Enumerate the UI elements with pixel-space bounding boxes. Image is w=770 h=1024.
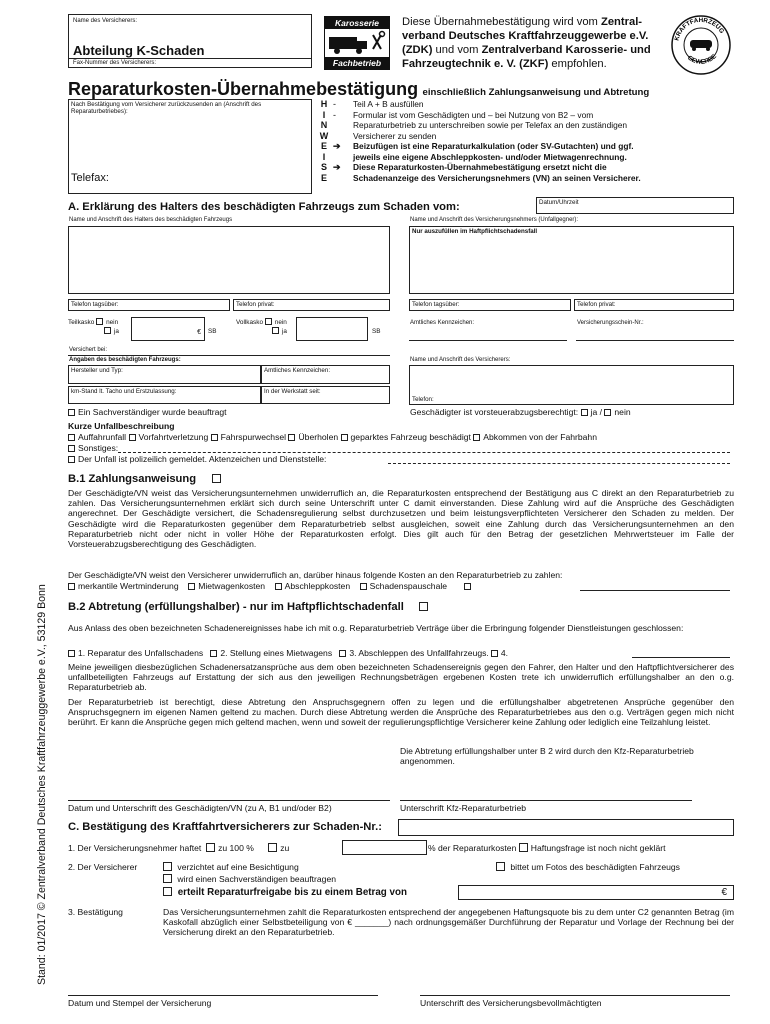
truck-and-tools-icon (325, 29, 389, 57)
logo-bottom-text: Fachbetrieb (325, 57, 389, 69)
c1-100-checkbox[interactable] (206, 843, 215, 852)
hinweis-item: Beizufügen ist eine Reparaturkalkulation (oder SV-Gutachten) und ggf. (353, 141, 634, 151)
accident-parked-checkbox[interactable] (341, 434, 348, 441)
b1-text: Der Geschädigte/VN weist das Versicherungsunternehmen unwiderruflich an, die Reparaturkosten entsprechend der Bestätigung aus C direkt an den Reparaturbetrieb zu zahlen. Das Versicherungsunternehmen erklärt sich durch seine Unterschrift unter C damit einverstanden. Diese Zahlung wird auf die Ansprüche des Geschädigten angerechnet. Der Geschädigte versichert, die Schadensregulierung selbst durchzusetzen und beim leistungsverpflichteten Versicherer den Schaden zu melden. Der Geschädigte wird die Reparaturkosten gegenüber dem Reparaturbetrieb selbst ausgleichen, soweit eine Zahlung durch das Versicherungsunternehmen an den Reparaturbetrieb nicht oder nicht in voller Höhe der Reparaturkosten erfolgt. Dies gilt auch für den Betrag der gesetzlichen Mehrwertsteuer im Falle der Vorsteuerabzugsberechtigung des Geschädigten. (68, 488, 734, 550)
vollkasko-sb-label: SB (372, 328, 381, 335)
intro-zkf: Zentralverband Karosserie- und Fahrzeugtechnik e. V. (ZKF) (402, 44, 651, 70)
hinweis-item: Formular ist vom Geschädigten und – bei Nutzung von B2 – vom (353, 109, 594, 120)
c-sig-insurer-stamp[interactable]: Datum und Stempel der Versicherung (68, 998, 212, 1008)
b2-sig-geschaedigter[interactable]: Datum und Unterschrift des Geschädigten/VN (zu A, B1 und/oder B2) (68, 803, 332, 813)
vn-kennzeichen-label: Amtliches Kennzeichen: (410, 320, 475, 326)
c2-photos-checkbox[interactable] (496, 862, 505, 871)
b2-sig-workshop[interactable]: Unterschrift Kfz-Reparaturbetrieb (400, 803, 527, 813)
claim-number-field[interactable] (398, 819, 734, 836)
vehicle-plate-field[interactable]: Amtliches Kennzeichen: (261, 365, 390, 384)
accident-right-of-way-checkbox[interactable] (129, 434, 136, 441)
vn-policy-label: Versicherungsschein-Nr.: (577, 320, 644, 326)
c2-no-inspection-checkbox[interactable] (163, 862, 172, 871)
b1-text-2: Der Geschädigte/VN weist den Versicherer unwiderruflich an, darüber hinaus folgende Kosten an den Reparaturbetrieb zu zahlen: (68, 570, 563, 580)
b2-services: 1. Reparatur des Unfallschadens 2. Stellung eines Mietwagens 3. Abschleppen des Unfallfahrzeugs. 4. (68, 648, 734, 658)
workshop-address-box[interactable] (68, 99, 312, 194)
hinweise-letters: H I N W E I S E (319, 99, 329, 183)
hinweis-item: Diese Reparaturkosten-Übernahmebestätigung ersetzt nicht die (353, 162, 607, 172)
intro-text (402, 15, 672, 71)
c1-open-checkbox[interactable] (519, 843, 528, 852)
seal-bottom-text: GEWERBE (686, 52, 718, 66)
insurer-address-label: Name und Anschrift des Versicherers: (410, 357, 511, 363)
svg-text:GEWERBE (686, 53, 718, 66)
section-b1-title: B.1 Zahlungsanweisung (68, 473, 224, 485)
accident-description-title: Kurze Unfallbeschreibung (68, 421, 175, 431)
hinweis-item: Teil A + B ausfüllen (353, 99, 424, 109)
c1-row-right: % der Reparaturkosten Haftungsfrage ist noch nicht geklärt (428, 843, 666, 853)
b1-other-checkbox[interactable] (464, 583, 471, 590)
seal-top-text: KRAFTFAHRZEUG (673, 16, 726, 42)
c2-label: 2. Der Versicherer (68, 862, 138, 872)
accident-date-field[interactable] (536, 197, 734, 214)
b1-abschlepp-checkbox[interactable] (275, 583, 282, 590)
title-main: Reparaturkosten-Übernahmebestätigung (68, 79, 419, 99)
c1-percent-field[interactable] (342, 840, 427, 855)
halter-address-field[interactable] (68, 226, 390, 294)
hinweis-item: jeweils eine eigene Abschleppkosten- und/oder Mietwagenrechnung. (353, 151, 627, 162)
vn-phone-private-field[interactable]: Telefon privat: (574, 299, 734, 311)
b1-wertminderung-checkbox[interactable] (68, 583, 75, 590)
teilkasko-nein-checkbox[interactable] (96, 318, 103, 325)
workshop-since-field[interactable]: In der Werkstatt seit: (261, 386, 390, 404)
expert-assigned-checkbox[interactable] (68, 409, 75, 416)
vollkasko-ja-checkbox[interactable] (272, 327, 279, 334)
b2-checkbox[interactable] (419, 602, 428, 611)
workshop-telefax: Telefax: (71, 172, 109, 184)
intro-zdk: Zentral-verband Deutsches Kraftfahrzeuggewerbe e.V. (ZDK) (402, 16, 649, 56)
c2-expert: wird einen Sachverständigen beauftragen (163, 874, 336, 884)
vehicle-data-label: Angaben des beschädigten Fahrzeugs: (69, 357, 181, 363)
c2-photos: bittet um Fotos des beschädigten Fahrzeugs (496, 862, 680, 872)
insurer-name-label: Name des Versicherers: (73, 18, 138, 24)
page-title (68, 79, 649, 100)
b2-text-3: Der Reparaturbetrieb ist berechtigt, diese Abtretung den Anspruchsgegnern offen zu legen und die erfüllungshalber abgetretenen Ansprüche gegenüber den Anspruchsgegnern im eigenen Namen geltend zu machen. Durch diese Abtretung werden die Ansprüche des Reparaturbetriebes aus den o.g. Verträgen gegen mich nicht berührt. Er kann die Ansprüche gegen mich geltend machen, wenn und soweit der regulierungspflichtige Versicherer keine Zahlung oder lediglich eine Teilzahlung leistet. (68, 697, 734, 728)
police-reported: Der Unfall ist polizeilich gemeldet. Aktenzeichen und Dienststelle: (68, 454, 326, 464)
c2-expert-checkbox[interactable] (163, 874, 172, 883)
expert-assigned: Ein Sachverständiger wurde beauftragt (68, 407, 227, 417)
hinweise-markers: - - ➔ ➔ (333, 99, 341, 172)
accident-lane-change-checkbox[interactable] (211, 434, 218, 441)
accident-overtaking-checkbox[interactable] (288, 434, 295, 441)
police-reported-checkbox[interactable] (68, 456, 75, 463)
insurer-box (68, 14, 312, 68)
b2-repair-checkbox[interactable] (68, 650, 75, 657)
c2-no-inspection: verzichtet auf eine Besichtigung (163, 862, 299, 872)
vn-phone-day-field[interactable]: Telefon tagsüber: (409, 299, 571, 311)
accident-rear-end-checkbox[interactable] (68, 434, 75, 441)
hinweis-item: Reparaturbetrieb zu unterschreiben sowie per Telefax an den zuständigen (353, 120, 628, 130)
b2-towing-checkbox[interactable] (339, 650, 346, 657)
karosserie-logo (324, 16, 390, 70)
workshop-address-label: Nach Bestätigung vom Versicherer zurückzusenden an (Anschrift des Reparaturbetriebes): (71, 101, 262, 115)
teilkasko-ja-checkbox[interactable] (104, 327, 111, 334)
accident-type-options: Auffahrunfall Vorfahrtverletzung Fahrspurwechsel Überholen geparktes Fahrzeug beschädigt Abkommen von der Fahrbahn (68, 432, 738, 442)
intro-part-3: empfohlen. (548, 58, 607, 70)
vollkasko-group: Vollkasko nein ja (236, 319, 287, 335)
teilkasko-sb-field[interactable]: € (131, 317, 205, 341)
c-sig-insurer-agent[interactable]: Unterschrift des Versicherungsbevollmächtigten (420, 998, 602, 1008)
b1-options: merkantile Wertminderung Mietwagenkosten Abschleppkosten Schadenspauschale (68, 581, 734, 591)
teilkasko-group: Teilkasko nein ja (68, 319, 119, 335)
title-sub: einschließlich Zahlungsanweisung und Abtretung (422, 87, 650, 98)
c2-release-checkbox[interactable] (163, 887, 172, 896)
insurer-fax-label: Fax-Nummer des Versicherers: (73, 60, 157, 66)
vollkasko-sb-field[interactable] (296, 317, 368, 341)
b2-acceptance: Die Abtretung erfüllungshalber unter B 2 wird durch den Kfz-Reparaturbetrieb angenommen. (400, 746, 694, 767)
insurer-department[interactable]: Abteilung K-Schaden (73, 43, 205, 58)
intro-part-1: Diese Übernahmebestätigung wird vom (402, 16, 601, 28)
b2-text-1: Aus Anlass des oben bezeichneten Schadenereignisses habe ich mit o.g. Reparaturbetrieb Verträge über die Erbringung folgender Dienstleistungen geschlossen: (68, 623, 684, 633)
form-version-note: Stand: 01/2017 © Zentralverband Deutsches Kraftfahrzeuggewerbe e.V., 53129 Bonn (36, 584, 48, 985)
hinweis-item: Versicherer zu senden (353, 130, 437, 141)
b2-rental-checkbox[interactable] (210, 650, 217, 657)
kfz-gewerbe-seal (670, 14, 732, 76)
c3-text: Das Versicherungsunternehmen zahlt die Reparaturkosten entsprechend der angegebenen Haftungsquote bis zu dem unter C2 genannten Betrag (im Kaskofall abzüglich einer Selbstbeteiligung von € _______) nach ordnungsgemäßer Durchführung der Reparatur und Vorlage der Rechnung bei der Versicherung direkt an den Reparaturbetrieb. (163, 907, 734, 938)
vn-note: Nur auszufüllen im Haftpflichtschadensfall (412, 228, 538, 235)
halter-phone-day-field[interactable]: Telefon tagsüber: (68, 299, 230, 311)
b1-mietwagen-checkbox[interactable] (188, 583, 195, 590)
halter-phone-private-field[interactable]: Telefon privat: (233, 299, 390, 311)
hinweis-item: Schadenanzeige des Versicherungsnehmers (VN) an seinen Versicherer. (353, 172, 641, 183)
b1-checkbox[interactable] (212, 474, 221, 483)
versichert-bei-label: Versichert bei: (69, 347, 108, 353)
b1-pauschale-checkbox[interactable] (360, 583, 367, 590)
mileage-field[interactable]: km-Stand lt. Tacho und Erstzulassung: (68, 386, 261, 404)
halter-label: Name und Anschrift des Halters des beschädigten Fahrzeugs (69, 217, 233, 223)
c1-row: 1. Der Versicherungsnehmer haftet zu 100 % zu (68, 843, 290, 853)
vat-ja-checkbox[interactable] (581, 409, 588, 416)
section-c-title: C. Bestätigung des Kraftfahrtversicherers zur Schaden-Nr.: (68, 821, 382, 833)
accident-other-checkbox[interactable] (68, 445, 75, 452)
section-a-title: A. Erklärung des Halters des beschädigten Fahrzeugs zum Schaden vom: (68, 201, 460, 213)
vat-nein-checkbox[interactable] (604, 409, 611, 416)
b2-other-checkbox[interactable] (491, 650, 498, 657)
vat-deductible: Geschädigter ist vorsteuerabzugsberechtigt: ja / nein (410, 407, 631, 417)
vollkasko-nein-checkbox[interactable] (265, 318, 272, 325)
accident-date-label: Datum/Uhrzeit (539, 199, 579, 206)
teilkasko-sb-label: SB (208, 328, 217, 335)
insurer-address-field[interactable]: Telefon: (409, 365, 734, 405)
vehicle-make-field[interactable]: Hersteller und Typ: (68, 365, 261, 384)
c2-amount-field[interactable]: € (458, 885, 734, 900)
accident-other: Sonstiges: (68, 443, 118, 453)
vn-address-field[interactable] (409, 226, 734, 294)
b2-text-2: Meine jeweiligen diesbezüglichen Schadenersatzansprüche aus dem oben bezeichneten Schadensereignis gegen den Fahrer, den Halter und den Haftpflichtversicherer des unfallbeteiligten Fahrzeugs auf Erstattung der sich aus den jeweiligen Rechnungsbeträgen ergebenen Kosten trete ich unwiderruflich erfüllungshalber an den o.g. Reparaturbetrieb ab. (68, 662, 734, 693)
c1-partial-checkbox[interactable] (268, 843, 277, 852)
section-b2-title: B.2 Abtretung (erfüllungshalber) - nur im Haftpflichtschadenfall (68, 601, 431, 613)
vn-label: Name und Anschrift des Versicherungsnehmers (Unfallgegner): (410, 217, 579, 223)
c2-release: erteilt Reparaturfreigabe bis zu einem Betrag von (163, 887, 407, 898)
hinweise-list (353, 99, 733, 183)
intro-part-2: und vom (432, 44, 482, 56)
logo-top-text: Karosserie (325, 17, 389, 29)
accident-off-road-checkbox[interactable] (473, 434, 480, 441)
c3-label: 3. Bestätigung (68, 907, 123, 917)
